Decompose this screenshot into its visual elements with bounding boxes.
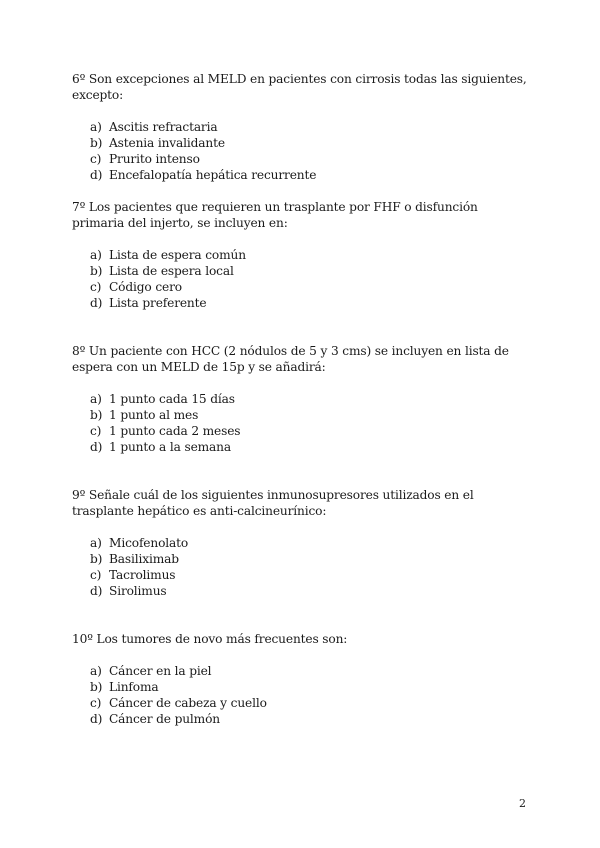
answer-option <box>72 167 532 183</box>
option-text: Micofenolato <box>109 536 189 550</box>
option-text: Ascitis refractaria <box>109 120 218 134</box>
answer-option <box>72 551 532 567</box>
option-letter: a) <box>90 664 102 678</box>
answer-options <box>72 535 532 599</box>
option-letter: a) <box>90 392 102 406</box>
option-text: Cáncer de cabeza y cuello <box>109 696 267 710</box>
question-9 <box>72 487 532 599</box>
option-text: 1 punto a la semana <box>109 440 231 454</box>
question-text: 9º Señale cuál de los siguientes inmunosupresores utilizados en el trasplante hepático es anti-calcineurínico: <box>72 488 474 518</box>
option-text: Tacrolimus <box>109 568 176 582</box>
answer-options <box>72 247 532 311</box>
page-number: 2 <box>519 797 526 810</box>
answer-options <box>72 663 532 727</box>
question-7 <box>72 199 532 311</box>
option-text: Lista de espera local <box>109 264 234 278</box>
option-letter: c) <box>90 696 102 710</box>
answer-option <box>72 535 532 551</box>
option-letter: b) <box>90 552 103 566</box>
option-text: Prurito intenso <box>109 152 200 166</box>
answer-option <box>72 279 532 295</box>
option-text: 1 punto cada 2 meses <box>109 424 241 438</box>
option-letter: b) <box>90 408 103 422</box>
answer-option <box>72 391 532 407</box>
answer-option <box>72 711 532 727</box>
option-letter: d) <box>90 168 103 182</box>
option-text: Sirolimus <box>109 584 167 598</box>
answer-option <box>72 439 532 455</box>
answer-option <box>72 679 532 695</box>
option-letter: d) <box>90 296 103 310</box>
question-10 <box>72 631 532 727</box>
option-letter: d) <box>90 440 103 454</box>
option-letter: b) <box>90 680 103 694</box>
question-6 <box>72 71 532 183</box>
answer-option <box>72 295 532 311</box>
question-8 <box>72 343 532 455</box>
option-text: Basiliximab <box>109 552 179 566</box>
option-text: Encefalopatía hepática recurrente <box>109 168 317 182</box>
option-letter: c) <box>90 152 102 166</box>
answer-option <box>72 423 532 439</box>
option-text: 1 punto al mes <box>109 408 199 422</box>
option-letter: c) <box>90 568 102 582</box>
answer-option <box>72 663 532 679</box>
answer-option <box>72 151 532 167</box>
option-text: Astenia invalidante <box>109 136 225 150</box>
answer-option <box>72 247 532 263</box>
option-letter: c) <box>90 280 102 294</box>
answer-options <box>72 119 532 183</box>
option-text: 1 punto cada 15 días <box>109 392 235 406</box>
answer-option <box>72 407 532 423</box>
question-text: 7º Los pacientes que requieren un trasplante por FHF o disfunción primaria del injerto, se incluyen en: <box>72 200 478 230</box>
option-text: Lista preferente <box>109 296 207 310</box>
option-letter: b) <box>90 264 103 278</box>
answer-option <box>72 263 532 279</box>
option-text: Linfoma <box>109 680 159 694</box>
option-text: Cáncer en la piel <box>109 664 212 678</box>
question-text: 8º Un paciente con HCC (2 nódulos de 5 y 3 cms) se incluyen en lista de espera con un MELD de 15p y se añadirá: <box>72 344 509 374</box>
option-letter: c) <box>90 424 102 438</box>
option-letter: d) <box>90 712 103 726</box>
question-text: 10º Los tumores de novo más frecuentes son: <box>72 632 348 646</box>
answer-option <box>72 119 532 135</box>
answer-option <box>72 135 532 151</box>
option-letter: b) <box>90 136 103 150</box>
answer-options <box>72 391 532 455</box>
option-text: Código cero <box>109 280 182 294</box>
answer-option <box>72 695 532 711</box>
option-letter: a) <box>90 120 102 134</box>
answer-option <box>72 583 532 599</box>
option-text: Cáncer de pulmón <box>109 712 220 726</box>
option-letter: d) <box>90 584 103 598</box>
option-letter: a) <box>90 248 102 262</box>
option-text: Lista de espera común <box>109 248 246 262</box>
option-letter: a) <box>90 536 102 550</box>
question-text: 6º Son excepciones al MELD en pacientes con cirrosis todas las siguientes, excepto: <box>72 72 527 102</box>
answer-option <box>72 567 532 583</box>
